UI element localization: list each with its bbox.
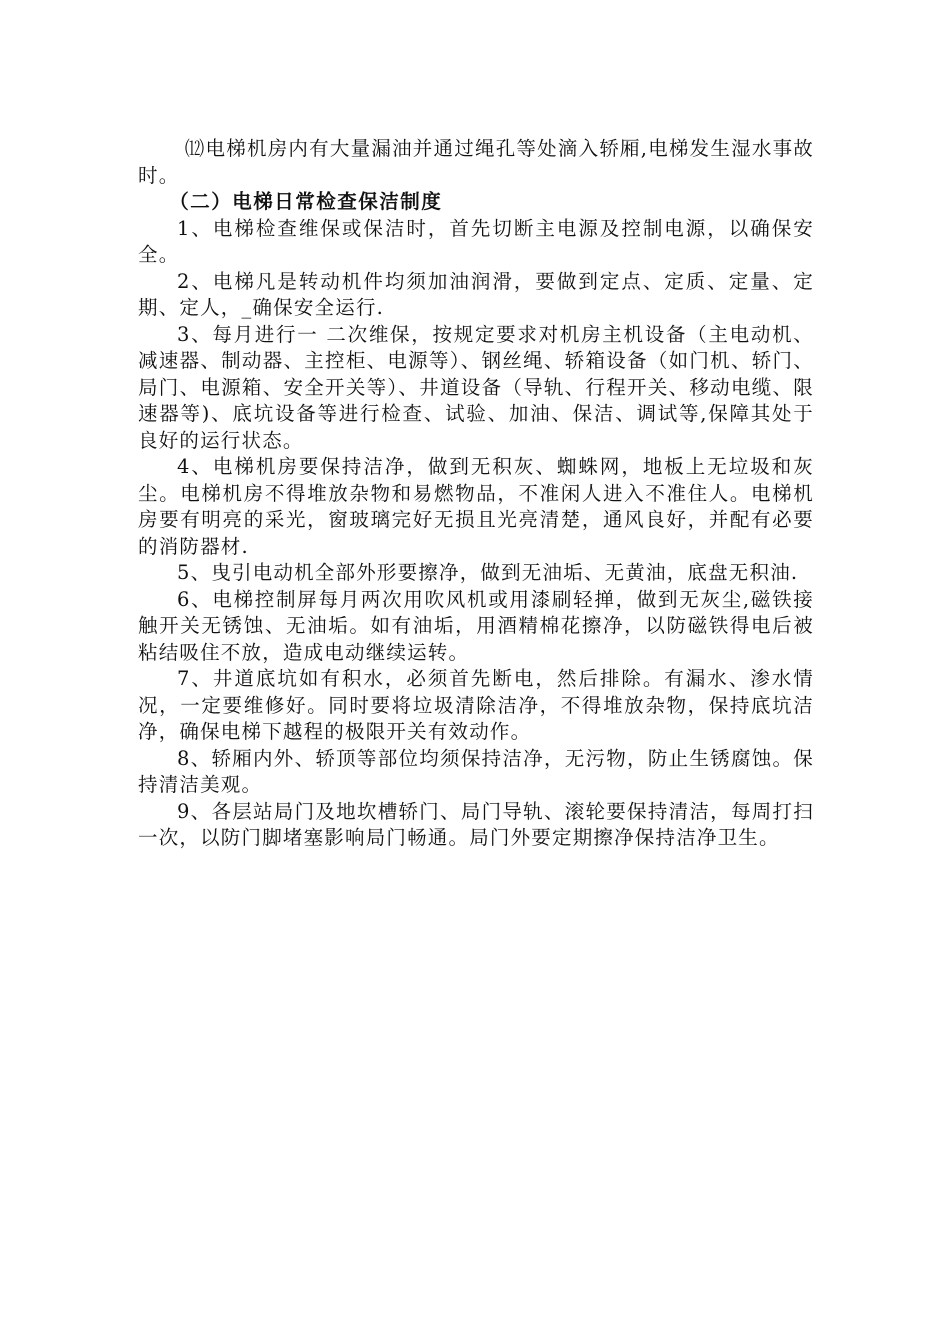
paragraph-4: 4、电梯机房要保持洁净，做到无积灰、蜘蛛网，地板上无垃圾和灰尘。电梯机房不得堆放杂物和易燃物品，不准闲人进入不准住人。电梯机房要有明亮的采光，窗玻璃完好无损且光亮清楚，通风良好，并配有必要的消防器材. — [138, 455, 814, 558]
document-body — [138, 136, 814, 852]
paragraph-9: 9、各层站局门及地坎槽轿门、局门导轨、滚轮要保持清洁，每周打扫一次，以防门脚堵塞影响局门畅通。局门外要定期擦净保持洁净卫生。 — [138, 799, 814, 849]
intro-item-12: ⑿电梯机房内有大量漏油并通过绳孔等处滴入轿厢,电梯发生湿水事故时。 — [138, 137, 814, 187]
paragraph-1: 1、电梯检查维保或保洁时，首先切断主电源及控制电源，以确保安全。 — [138, 216, 814, 266]
paragraph-8: 8、轿厢内外、轿顶等部位均须保持洁净，无污物，防止生锈腐蚀。保持清洁美观。 — [138, 746, 814, 796]
paragraph-5: 5、曳引电动机全部外形要擦净，做到无油垢、无黄油，底盘无积油. — [177, 561, 799, 584]
section-title: （二）电梯日常检查保洁制度 — [169, 190, 443, 213]
paragraph-2: 2、电梯凡是转动机件均须加油润滑，要做到定点、定质、定量、定期、定人，_确保安全运行. — [138, 269, 814, 319]
paragraph-7: 7、井道底坑如有积水，必须首先断电，然后排除。有漏水、渗水情况，一定要维修好。同时要将垃圾清除洁净，不得堆放杂物，保持底坑洁净，确保电梯下越程的极限开关有效动作。 — [138, 667, 814, 743]
paragraph-3: 3、每月进行一 二次维保，按规定要求对机房主机设备（主电动机、减速器、制动器、主控柜、电源等）、钢丝绳、轿箱设备（如门机、轿门、局门、电源箱、安全开关等）、井道设备（导轨、行程开关、移动电缆、限速器等)、底坑设备等进行检查、试验、加油、保洁、调试等,保障其处于良好的运行状态。 — [138, 322, 814, 452]
paragraph-6: 6、电梯控制屏每月两次用吹风机或用漆刷轻掸，做到无灰尘,磁铁接触开关无锈蚀、无油垢。如有油垢，用酒精棉花擦净，以防磁铁得电后被粘结吸住不放，造成电动继续运转。 — [138, 587, 814, 664]
